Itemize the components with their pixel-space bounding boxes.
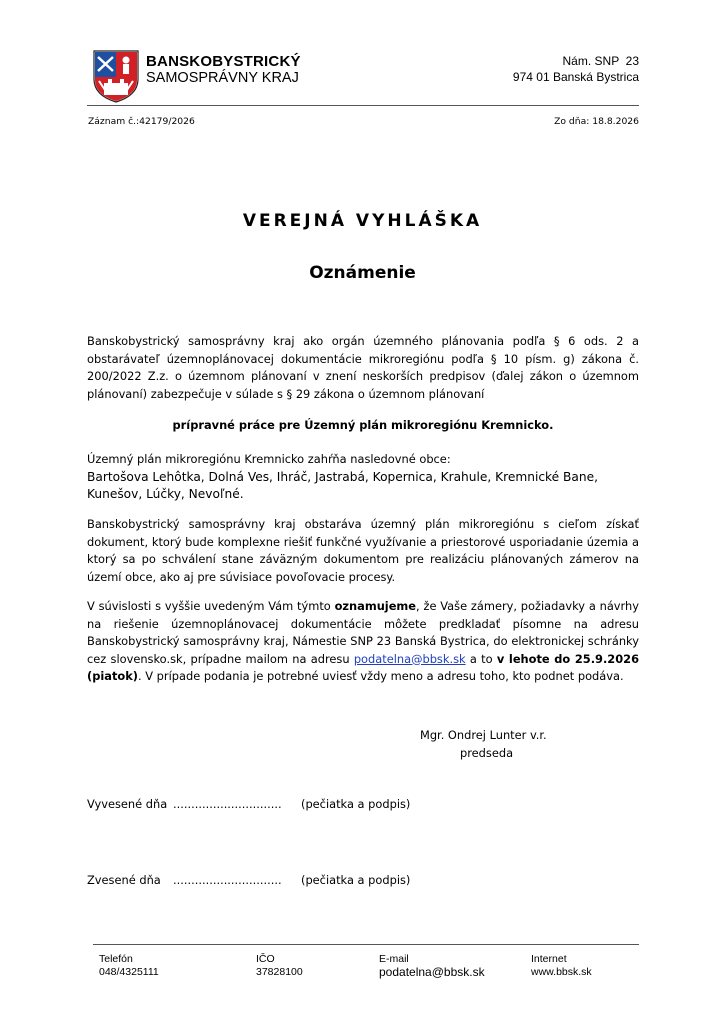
posted-row [87, 797, 410, 811]
org-name-line1: BANSKOBYSTRICKÝ [146, 53, 301, 70]
footer-email [379, 953, 485, 979]
page-subtitle: Oznámenie [309, 263, 416, 283]
address-city: 974 01 Banská Bystrica [512, 70, 639, 84]
paragraph-purpose: Banskobystrický samosprávny kraj obstaráva územný plán mikroregiónu s cieľom získať dokument, ktorý bude komplexne riešiť funkčné využívanie a priestorové usporiadanie územia a ktorý sa po schválení stane záväzným dokumentom pre realizáciu plánovaných zámerov na území obce, ako aj pre súvisiace povoľovacie procesy. [87, 517, 639, 584]
paragraph-notice [87, 598, 639, 686]
municipalities-block [87, 451, 639, 504]
removed-dots: .............................. [173, 873, 282, 887]
email-link[interactable]: podatelna@bbsk.sk [353, 651, 466, 666]
notice-text-4: . V prípade podania je potrebné uviesť vždy meno a adresu toho, kto podnet podáva. [138, 669, 624, 683]
paragraph-intro: Banskobystrický samosprávny kraj ako orgán územného plánovania podľa § 6 ods. 2 a obstarávateľ územnoplánovacej dokumentácie mikroregiónu podľa § 10 písm. g) zákona č. 200/2022 Z.z. o územnom plánovaní v znení neskorších predpisov (ďalej zákon o územnom plánovaní) zabezpečuje v súlade s § 29 zákona o územnom plánovaní [87, 334, 639, 401]
signatory-role: predseda [460, 745, 514, 760]
phone-label: Telefón [99, 953, 133, 965]
notice-text-3: a to [465, 651, 497, 666]
email-value: podatelna@bbsk.sk [379, 965, 485, 979]
centered-statement: prípravné práce pre Územný plán mikroregiónu Kremnicko. [172, 418, 554, 432]
municipalities-intro: Územný plán mikroregiónu Kremnicko zahŕňa nasledovné obce: [87, 452, 451, 466]
notice-text-1: V súvislosti s vyššie uvedeným Vám týmto [87, 599, 335, 613]
footer-web [531, 953, 592, 979]
deadline: v lehote do 25.9.2026 (piatok) [87, 651, 640, 683]
web-label: Internet [531, 953, 567, 965]
removed-row [87, 873, 410, 887]
header-divider [87, 105, 639, 106]
ico-value: 37828100 [256, 966, 303, 978]
posted-label: Vyvesené dňa [87, 797, 168, 811]
posted-note: (pečiatka a podpis) [301, 797, 411, 811]
email-label: E-mail [379, 953, 409, 965]
document-date: Zo dňa: 18.8.2026 [554, 116, 639, 127]
removed-note: (pečiatka a podpis) [301, 873, 411, 887]
footer-ico [256, 953, 303, 979]
posted-dots: .............................. [173, 797, 282, 811]
signatory-name: Mgr. Ondrej Lunter v.r. [420, 728, 547, 742]
org-address [513, 53, 639, 85]
phone-value: 048/4325111 [99, 966, 159, 978]
footer-phone [99, 953, 159, 979]
footer-divider [93, 944, 639, 945]
org-name-line2: SAMOSPRÁVNY KRAJ [146, 70, 299, 86]
signature-block [420, 727, 547, 762]
record-number: Záznam č.:42179/2026 [88, 116, 195, 127]
removed-label: Zvesené dňa [87, 873, 161, 887]
address-street: Nám. SNP 23 [562, 54, 639, 68]
notice-emphasis: oznamujeme [334, 599, 417, 613]
municipalities-list: Bartošova Lehôtka, Dolná Ves, Ihráč, Jastrabá, Kopernica, Krahule, Kremnické Bane, Kunešov, Lúčky, Nevoľné. [87, 469, 598, 501]
page-title: VEREJNÁ VYHLÁŠKA [242, 211, 483, 231]
notice-text-2: , že Vaše zámery, požiadavky a návrhy na riešenie územnoplánovacej dokumentácie môžete predkladať písomne na adresu Banskobystrický samosprávny kraj, Námestie SNP 23 Banská Bystrica, do elektronickej schránky cez slovensko.sk, prípadne mailom na adresu [87, 599, 639, 666]
coat-of-arms-logo [92, 49, 140, 103]
web-value: www.bbsk.sk [531, 966, 592, 978]
ico-label: IČO [256, 953, 275, 965]
